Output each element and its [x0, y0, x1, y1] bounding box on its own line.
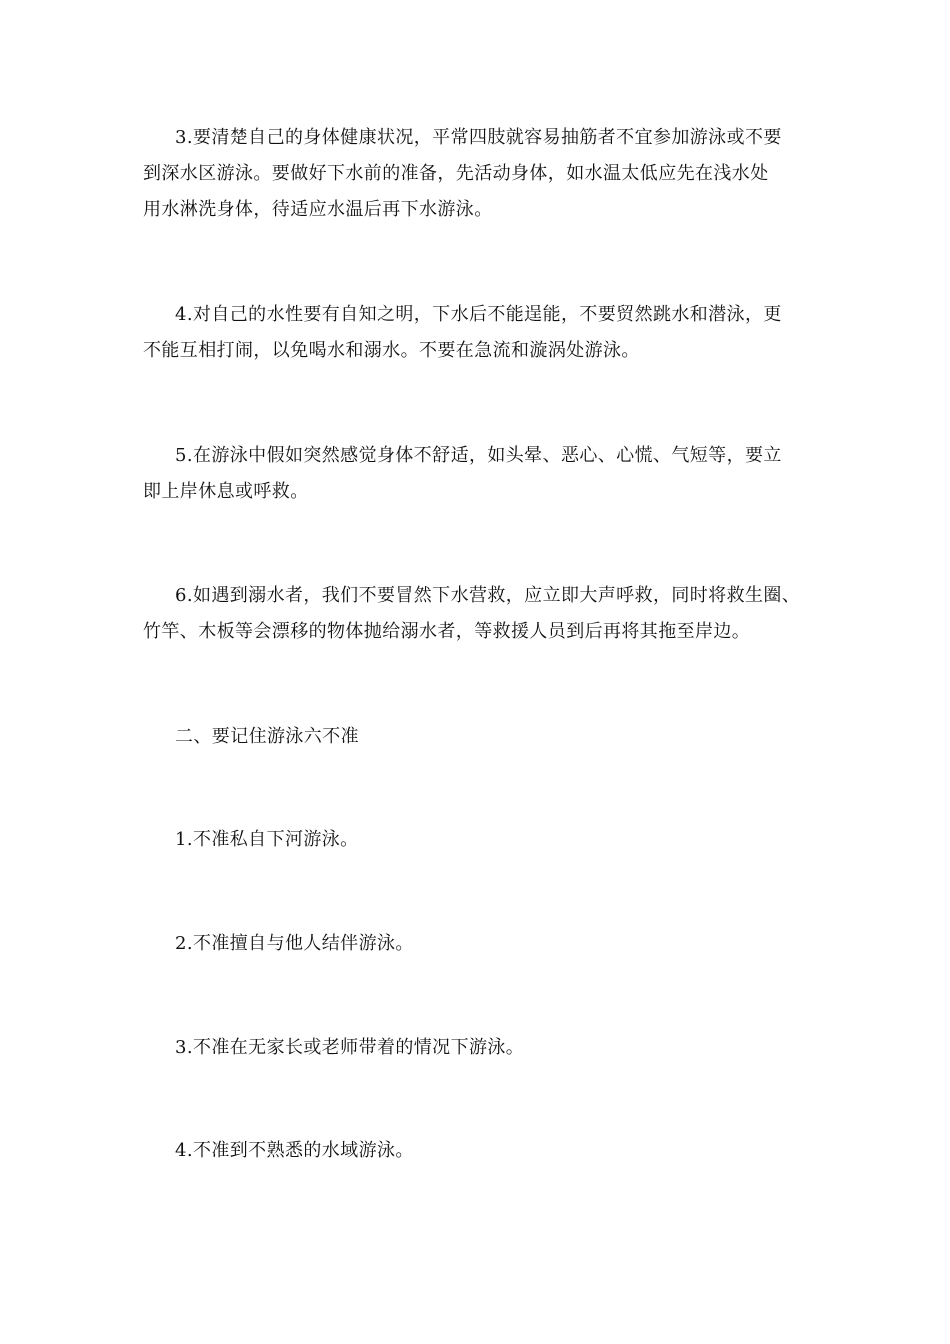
paragraph-line: 6.如遇到溺水者，我们不要冒然下水营救，应立即大声呼救，同时将救生圈、: [175, 585, 801, 606]
rule-item-2: [143, 926, 815, 962]
rule-line: 4.不准到不熟悉的水域游泳。: [175, 1140, 414, 1161]
paragraph-rescue: [143, 578, 815, 650]
paragraph-line: 5.在游泳中假如突然感觉身体不舒适，如头晕、恶心、心慌、气短等，要立: [175, 445, 782, 466]
paragraph-line: 不能互相打闹，以免喝水和溺水。不要在急流和漩涡处游泳。: [143, 340, 640, 361]
paragraph-line: 3.要清楚自己的身体健康状况，平常四肢就容易抽筋者不宜参加游泳或不要: [175, 127, 782, 148]
paragraph-health-condition: [143, 120, 815, 228]
paragraph-line: 即上岸休息或呼救。: [143, 481, 309, 502]
rule-item-1: [143, 822, 815, 858]
paragraph-feeling-unwell: [143, 438, 815, 510]
rule-line: 3.不准在无家长或老师带着的情况下游泳。: [175, 1037, 525, 1058]
rule-item-3: [143, 1030, 815, 1066]
paragraph-line: 到深水区游泳。要做好下水前的准备，先活动身体，如水温太低应先在浅水处: [143, 163, 769, 184]
section-heading: [143, 719, 815, 755]
paragraph-line: 4.对自己的水性要有自知之明，下水后不能逞能，不要贸然跳水和潜泳，更: [175, 304, 782, 325]
paragraph-line: 用水淋洗身体，待适应水温后再下水游泳。: [143, 199, 493, 220]
rule-line: 1.不准私自下河游泳。: [175, 829, 359, 850]
paragraph-line: 竹竿、木板等会漂移的物体抛给溺水者，等救援人员到后再将其拖至岸边。: [143, 621, 751, 642]
heading-line: 二、要记住游泳六不准: [175, 726, 359, 747]
rule-line: 2.不准擅自与他人结伴游泳。: [175, 933, 414, 954]
paragraph-swimming-ability: [143, 297, 815, 369]
rule-item-4: [143, 1133, 815, 1169]
